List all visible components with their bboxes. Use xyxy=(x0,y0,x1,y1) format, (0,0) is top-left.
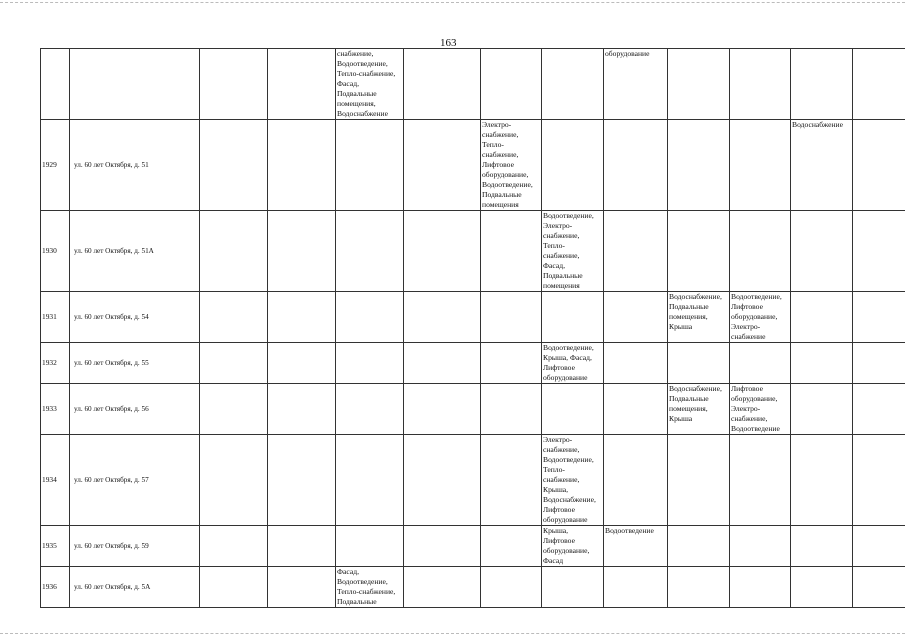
work-type-line: Водоотведение, xyxy=(337,59,388,68)
work-cell xyxy=(853,49,905,120)
work-type-line: Подвальные xyxy=(337,89,377,98)
work-cell xyxy=(853,567,905,608)
work-types-list xyxy=(337,49,402,119)
work-cell xyxy=(336,435,404,526)
row-address: ул. 60 лет Октября, д. 51А xyxy=(70,211,200,292)
work-cell xyxy=(604,211,668,292)
work-type-line: Крыша, xyxy=(543,485,569,494)
work-cell xyxy=(404,292,481,343)
row-address: ул. 60 лет Октября, д. 51 xyxy=(70,120,200,211)
work-type-line: Водоснабжение, xyxy=(669,384,722,393)
work-cell xyxy=(404,526,481,567)
work-cell xyxy=(542,49,604,120)
work-type-line: помещения, xyxy=(669,404,708,413)
work-type-line: снабжение, xyxy=(543,445,580,454)
work-type-line: Лифтовое xyxy=(543,536,575,545)
work-cell xyxy=(268,120,336,211)
work-cell xyxy=(200,384,268,435)
row-number: 1936 xyxy=(41,567,70,608)
row-number: 1935 xyxy=(41,526,70,567)
work-types-list xyxy=(605,526,666,536)
work-cell xyxy=(268,567,336,608)
work-type-line: снабжение, xyxy=(731,414,768,423)
work-types-list xyxy=(669,384,728,424)
table-row xyxy=(41,384,905,435)
row-number: 1932 xyxy=(41,343,70,384)
work-type-line: оборудование, xyxy=(543,546,590,555)
work-cell xyxy=(604,567,668,608)
work-cell xyxy=(730,211,791,292)
work-cell xyxy=(604,435,668,526)
work-types-list xyxy=(543,435,602,525)
work-cell xyxy=(791,211,853,292)
work-cell xyxy=(542,384,604,435)
table-row xyxy=(41,526,905,567)
work-cell xyxy=(404,343,481,384)
work-cell xyxy=(668,384,730,435)
work-type-line: Тепло- xyxy=(482,140,504,149)
work-cell xyxy=(481,526,542,567)
work-type-line: Крыша, xyxy=(543,526,569,535)
work-cell xyxy=(730,435,791,526)
work-type-line: Фасад, xyxy=(337,79,359,88)
work-type-line: Подвальные xyxy=(669,302,709,311)
work-cell xyxy=(604,343,668,384)
work-cell xyxy=(542,567,604,608)
work-types-list xyxy=(669,292,728,332)
work-type-line: Электро- xyxy=(731,404,761,413)
work-cell xyxy=(668,526,730,567)
work-type-line: Лифтовое xyxy=(543,505,575,514)
work-cell xyxy=(791,292,853,343)
work-type-line: Подвальные xyxy=(543,271,583,280)
row-number: 1930 xyxy=(41,211,70,292)
work-type-line: Водоснабжение xyxy=(792,120,843,129)
work-type-line: Водоотведение, xyxy=(543,455,594,464)
table-row xyxy=(41,435,905,526)
work-type-line: снабжение xyxy=(731,332,766,341)
work-cell xyxy=(730,567,791,608)
work-types-list xyxy=(731,292,789,342)
row-address: ул. 60 лет Октября, д. 55 xyxy=(70,343,200,384)
work-cell xyxy=(604,120,668,211)
page-number: 163 xyxy=(440,37,457,49)
work-cell xyxy=(404,49,481,120)
work-type-line: оборудование xyxy=(543,515,588,524)
row-number: 1931 xyxy=(41,292,70,343)
work-types-list xyxy=(543,526,602,566)
work-type-line: Тепло-снабжение, xyxy=(337,587,396,596)
work-type-line: помещения xyxy=(543,281,580,290)
work-cell xyxy=(200,292,268,343)
work-type-line: помещения, xyxy=(669,312,708,321)
work-type-line: Лифтовое xyxy=(543,363,575,372)
work-cell xyxy=(404,211,481,292)
work-type-line: Водоотведение xyxy=(731,424,780,433)
work-type-line: Водоотведение, xyxy=(482,180,533,189)
work-cell xyxy=(542,526,604,567)
page-edge-bottom xyxy=(0,633,905,634)
work-type-line: Водоотведение, xyxy=(543,211,594,220)
work-type-line: снабжение, xyxy=(337,49,374,58)
row-number xyxy=(41,49,70,120)
work-cell xyxy=(730,292,791,343)
work-cell xyxy=(404,567,481,608)
work-type-line: оборудование, xyxy=(482,170,529,179)
work-cell xyxy=(268,292,336,343)
work-type-line: Лифтовое xyxy=(731,302,763,311)
work-type-line: Электро- xyxy=(543,221,573,230)
work-cell xyxy=(730,49,791,120)
work-type-line: Тепло-снабжение, xyxy=(337,69,396,78)
work-type-line: помещения xyxy=(482,200,519,209)
table-row xyxy=(41,120,905,211)
row-number: 1933 xyxy=(41,384,70,435)
work-type-line: Лифтовое xyxy=(731,384,763,393)
table-row xyxy=(41,292,905,343)
work-cell xyxy=(481,49,542,120)
work-types-list xyxy=(337,567,402,607)
work-cell xyxy=(268,384,336,435)
work-type-line: Водоотведение xyxy=(605,526,654,535)
work-type-line: Подвальные xyxy=(482,190,522,199)
works-schedule-table xyxy=(40,48,905,608)
work-type-line: Водоотведение, xyxy=(543,343,594,352)
work-cell xyxy=(404,120,481,211)
work-type-line: Крыша xyxy=(669,414,693,423)
page-edge-top xyxy=(0,2,905,3)
work-type-line: снабжение, xyxy=(482,150,519,159)
work-type-line: Водоснабжение, xyxy=(543,495,596,504)
work-cell xyxy=(791,49,853,120)
work-cell xyxy=(730,343,791,384)
work-type-line: Электро- xyxy=(482,120,512,129)
work-cell xyxy=(336,292,404,343)
row-number: 1929 xyxy=(41,120,70,211)
work-cell xyxy=(200,120,268,211)
work-types-list xyxy=(543,343,602,383)
work-type-line: Лифтовое xyxy=(482,160,514,169)
work-cell xyxy=(200,567,268,608)
work-type-line: Подвальные xyxy=(669,394,709,403)
work-cell xyxy=(853,384,905,435)
work-cell xyxy=(481,120,542,211)
work-type-line: Водоснабжение xyxy=(337,109,388,118)
work-type-line: Водоотведение, xyxy=(337,577,388,586)
work-cell xyxy=(791,567,853,608)
work-cell xyxy=(791,384,853,435)
work-cell xyxy=(791,526,853,567)
work-cell xyxy=(853,435,905,526)
work-cell xyxy=(542,211,604,292)
work-cell xyxy=(791,435,853,526)
work-cell xyxy=(268,435,336,526)
table-row-continued xyxy=(41,49,905,120)
work-cell xyxy=(604,384,668,435)
table-row xyxy=(41,343,905,384)
work-type-line: Подвальные xyxy=(337,597,377,606)
work-cell xyxy=(668,211,730,292)
row-address: ул. 60 лет Октября, д. 59 xyxy=(70,526,200,567)
work-types-list xyxy=(543,211,602,291)
work-cell xyxy=(668,120,730,211)
work-cell xyxy=(542,435,604,526)
work-cell xyxy=(200,526,268,567)
work-type-line: Фасад, xyxy=(337,567,359,576)
work-cell xyxy=(791,343,853,384)
work-cell xyxy=(336,343,404,384)
work-type-line: снабжение, xyxy=(543,475,580,484)
work-cell xyxy=(200,343,268,384)
work-cell xyxy=(853,211,905,292)
work-type-line: снабжение, xyxy=(482,130,519,139)
work-type-line: Крыша xyxy=(669,322,693,331)
work-type-line: снабжение, xyxy=(543,251,580,260)
work-cell xyxy=(336,120,404,211)
work-type-line: Крыша, Фасад, xyxy=(543,353,592,362)
work-type-line: Электро- xyxy=(731,322,761,331)
work-cell xyxy=(481,211,542,292)
row-address xyxy=(70,49,200,120)
work-cell xyxy=(730,384,791,435)
work-types-list xyxy=(792,120,851,130)
work-cell xyxy=(336,526,404,567)
work-cell xyxy=(404,384,481,435)
work-cell xyxy=(404,435,481,526)
work-types-list xyxy=(482,120,540,210)
work-cell xyxy=(336,567,404,608)
row-address: ул. 60 лет Октября, д. 54 xyxy=(70,292,200,343)
work-cell xyxy=(730,526,791,567)
work-cell xyxy=(604,292,668,343)
table-row xyxy=(41,567,905,608)
work-cell xyxy=(604,49,668,120)
work-cell xyxy=(336,49,404,120)
work-cell xyxy=(668,49,730,120)
work-cell xyxy=(668,567,730,608)
work-cell xyxy=(853,120,905,211)
work-cell xyxy=(268,49,336,120)
row-address: ул. 60 лет Октября, д. 56 xyxy=(70,384,200,435)
work-cell xyxy=(542,343,604,384)
row-number: 1934 xyxy=(41,435,70,526)
work-type-line: Электро- xyxy=(543,435,573,444)
work-cell xyxy=(668,292,730,343)
work-type-line: Водоснабжение, xyxy=(669,292,722,301)
work-cell xyxy=(268,211,336,292)
work-cell xyxy=(853,526,905,567)
work-cell xyxy=(481,384,542,435)
work-cell xyxy=(542,120,604,211)
work-type-line: оборудование, xyxy=(731,312,778,321)
work-type-line: Тепло- xyxy=(543,465,565,474)
work-cell xyxy=(336,211,404,292)
work-cell xyxy=(542,292,604,343)
work-type-line: оборудование xyxy=(543,373,588,382)
work-type-line: помещения, xyxy=(337,99,376,108)
work-cell xyxy=(791,120,853,211)
work-type-line: оборудование, xyxy=(731,394,778,403)
work-types-list xyxy=(605,49,666,59)
work-type-line: снабжение, xyxy=(543,231,580,240)
work-cell xyxy=(853,292,905,343)
work-cell xyxy=(200,49,268,120)
work-type-line: Фасад, xyxy=(543,261,565,270)
work-cell xyxy=(200,211,268,292)
row-address: ул. 60 лет Октября, д. 57 xyxy=(70,435,200,526)
work-cell xyxy=(200,435,268,526)
work-cell xyxy=(336,384,404,435)
row-address: ул. 60 лет Октября, д. 5А xyxy=(70,567,200,608)
work-cell xyxy=(268,343,336,384)
work-cell xyxy=(268,526,336,567)
work-cell xyxy=(730,120,791,211)
work-cell xyxy=(668,435,730,526)
work-cell xyxy=(481,567,542,608)
work-types-list xyxy=(731,384,789,434)
work-cell xyxy=(853,343,905,384)
work-cell xyxy=(481,435,542,526)
work-type-line: Фасад xyxy=(543,556,564,565)
work-cell xyxy=(481,292,542,343)
work-type-line: Тепло- xyxy=(543,241,565,250)
work-cell xyxy=(604,526,668,567)
work-cell xyxy=(481,343,542,384)
work-cell xyxy=(668,343,730,384)
work-type-line: Водоотведение, xyxy=(731,292,782,301)
table-row xyxy=(41,211,905,292)
work-type-line: оборудование xyxy=(605,49,650,58)
